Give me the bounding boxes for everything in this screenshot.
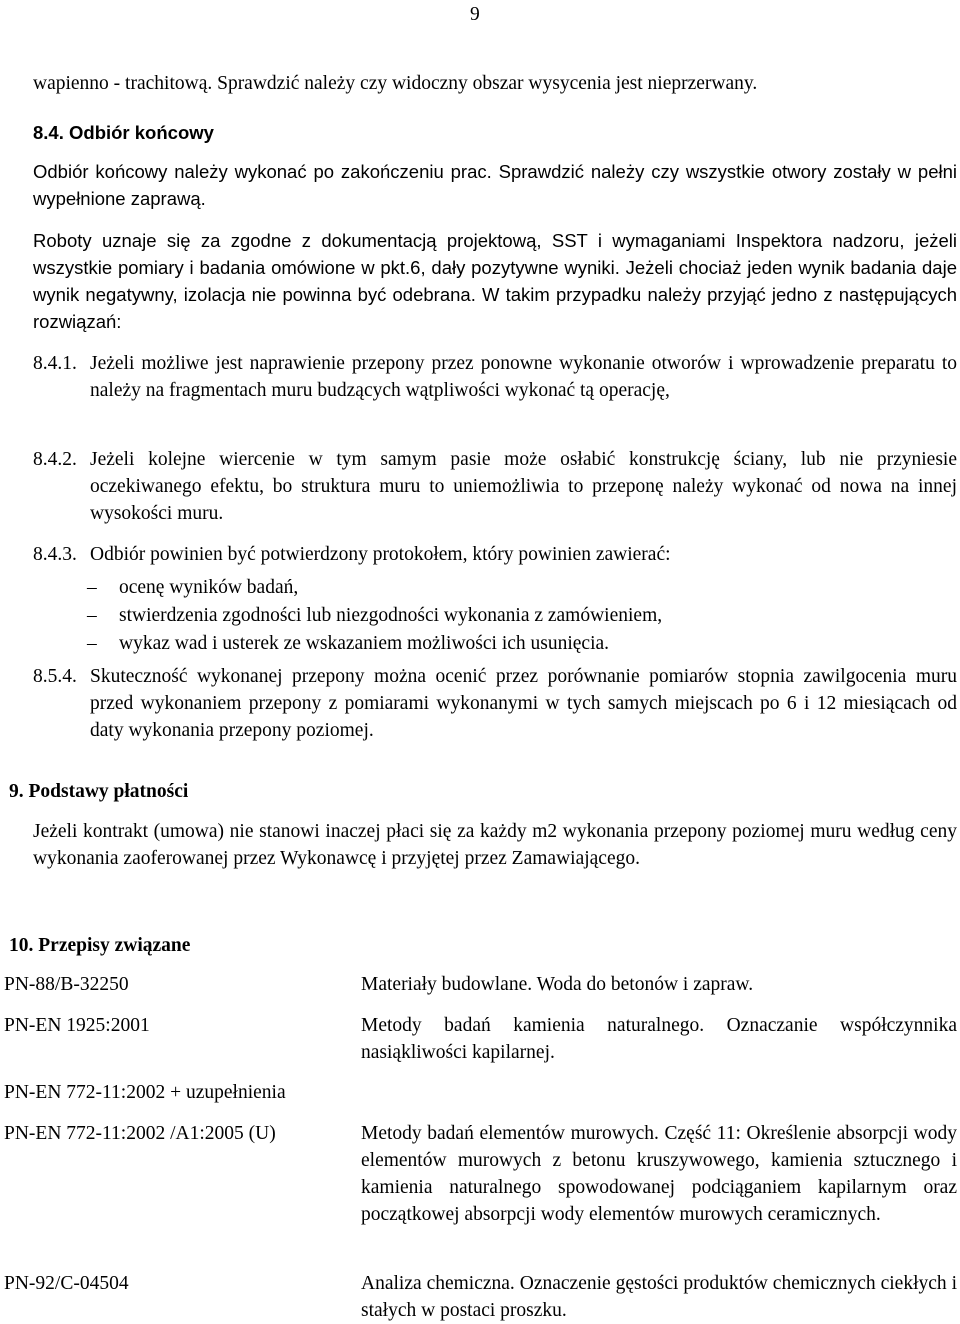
section-8-4-para1: Odbiór końcowy należy wykonać po zakończeniu prac. Sprawdzić należy czy wszystkie otwory zostały w pełni wypełnione zaprawą. (33, 161, 957, 209)
item-number: 8.4.1. (33, 353, 77, 374)
list-item-8-4-1 (33, 350, 957, 435)
item-number: 8.4.2. (33, 449, 77, 470)
standard-code: PN-92/C-04504 (4, 1273, 129, 1294)
section-10-heading: 10. Przepisy związane (9, 935, 191, 956)
item-text: Jeżeli kolejne wiercenie w tym samym pasie może osłabić konstrukcję ściany, lub nie przyniesie oczekiwanego efektu, bo struktura muru to uniemożliwia to przeponę należy wykonać od nowa na innej wysokości muru. (90, 449, 957, 524)
standard-code: PN-88/B-32250 (4, 974, 129, 995)
item-number: 8.4.3. (33, 544, 77, 565)
dash-item-text: ocenę wyników badań, (119, 577, 299, 598)
section-9-heading: 9. Podstawy płatności (9, 781, 189, 802)
standard-description: Analiza chemiczna. Oznaczenie gęstości produktów chemicznych ciekłych i stałych w postaci proszku. (361, 1273, 957, 1321)
list-item-8-5-4 (33, 663, 957, 748)
dash-item-text: stwierdzenia zgodności lub niezgodności wykonania z zamówieniem, (119, 605, 663, 626)
dash-bullet-icon: – (87, 633, 97, 654)
standard-description: Materiały budowlane. Woda do betonów i zapraw. (361, 974, 754, 995)
item-text: Jeżeli możliwe jest naprawienie przepony przez ponowne wykonanie otworów i wprowadzenie preparatu to należy na fragmentach muru budzących wątpliwości wykonać tą operację, (90, 353, 957, 401)
section-9-text: Jeżeli kontrakt (umowa) nie stanowi inaczej płaci się za każdy m2 wykonania przepony poziomej muru według ceny wykonania zaoferowanej przez Wykonawcę i przyjętej przez Zamawiającego. (33, 821, 957, 869)
standard-code: PN-EN 1925:2001 (4, 1015, 150, 1036)
page-number: 9 (470, 4, 480, 25)
section-8-4-para2: Roboty uznaje się za zgodne z dokumentacją projektową, SST i wymaganiami Inspektora nadzoru, jeżeli wszystkie pomiary i badania omówione w pkt.6, dały pozytywne wyniki. Jeżeli chociaż jeden wynik badania daje wynik negatywny, izolacja nie powinna być odebrana. W takim przypadku należy przyjąć jedno z następujących rozwiązań: (33, 230, 957, 332)
intro-line: wapienno - trachitową. Sprawdzić należy czy widoczny obszar wysycenia jest nieprzerwany. (33, 73, 758, 94)
dash-item-text: wykaz wad i usterek ze wskazaniem możliwości ich usunięcia. (119, 633, 610, 654)
section-8-4-heading: 8.4. Odbiór końcowy (33, 122, 214, 143)
list-item-8-4-2 (33, 446, 957, 531)
standard-code: PN-EN 772-11:2002 + uzupełnienia (4, 1082, 286, 1103)
standard-code: PN-EN 772-11:2002 /A1:2005 (U) (4, 1123, 276, 1144)
item-text: Skuteczność wykonanej przepony można ocenić przez porównanie pomiarów stopnia zawilgocenia muru przed wykonaniem przepony z pomiarami wykonanymi w tych samych miejscach po 6 i 12 miesiącach od daty wykonania przepony poziomej. (90, 666, 957, 741)
item-text: Odbiór powinien być potwierdzony protokołem, który powinien zawierać: (90, 544, 671, 565)
standard-description: Metody badań kamienia naturalnego. Oznaczanie współczynnika nasiąkliwości kapilarnej. (361, 1015, 957, 1063)
item-number: 8.5.4. (33, 666, 77, 687)
list-item-8-4-3 (33, 541, 957, 571)
standard-description: Metody badań elementów murowych. Część 11: Określenie absorpcji wody elementów murowych z betonu kruszywowego, kamienia sztucznego i kamienia naturalnego spowodowanej podciąganiem kapilarnym oraz początkowej absorpcji wody elementów murowych ceramicznych. (361, 1123, 957, 1225)
dash-bullet-icon: – (87, 605, 97, 626)
dash-bullet-icon: – (87, 577, 97, 598)
